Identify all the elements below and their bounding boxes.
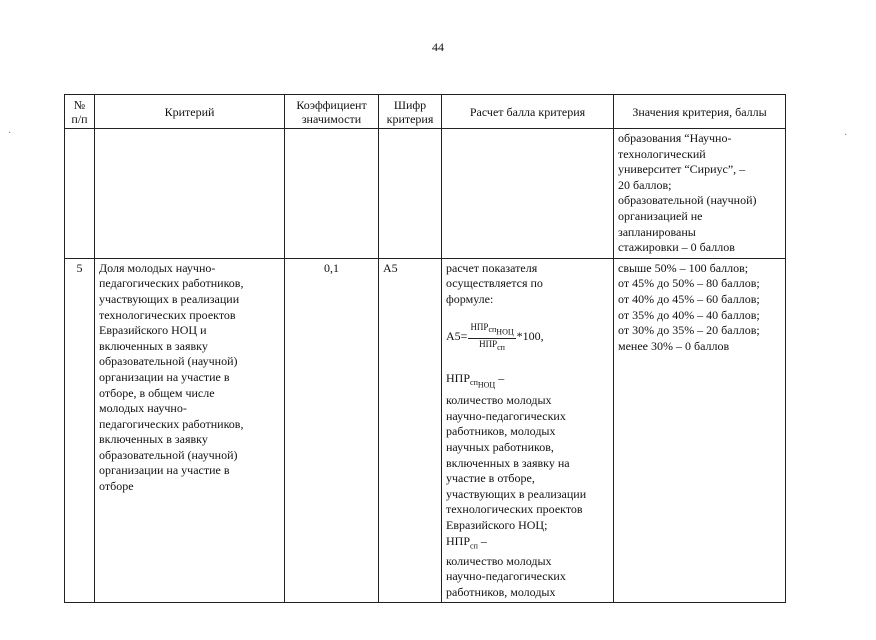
definition-line: участвующих в реализации xyxy=(446,486,587,501)
header-num: № п/п xyxy=(65,95,95,129)
definition-line: Евразийского НОЦ; xyxy=(446,518,548,533)
values-line: свыше 50% – 100 баллов; xyxy=(618,260,749,275)
values-line: образовательной (научной) xyxy=(618,193,757,208)
cell-num xyxy=(65,129,95,259)
header-values: Значения критерия, баллы xyxy=(614,95,786,129)
criterion-line: образовательной (научной) xyxy=(99,447,238,462)
header-code: Шифр критерия xyxy=(379,95,442,129)
criterion-line: включенных в заявку xyxy=(99,338,208,353)
def1-term-sub xyxy=(470,378,496,390)
formula-rhs: *100, xyxy=(516,329,544,344)
cell-code: А5 xyxy=(379,258,442,603)
criterion-line: отборе, в общем числе xyxy=(99,385,215,400)
numerator-subsub: НОЦ xyxy=(496,327,514,337)
values-line: организацией не xyxy=(618,208,703,223)
def2-dash: – xyxy=(477,533,487,548)
numerator-sub xyxy=(488,325,514,337)
page-number: 44 xyxy=(432,40,444,54)
criterion-line: организации на участие в xyxy=(99,369,230,384)
definition-line: технологических проектов xyxy=(446,502,583,517)
criterion-line: организации на участие в xyxy=(99,463,230,478)
cell-values xyxy=(614,129,786,259)
table-row xyxy=(65,129,786,259)
criteria-table xyxy=(64,94,786,603)
numerator-sub-text: сп xyxy=(488,325,497,335)
definition-term xyxy=(446,371,609,394)
criterion-line: участвующих в реализации xyxy=(99,291,240,306)
criterion-line: технологических проектов xyxy=(99,307,236,322)
values-line: 20 баллов; xyxy=(618,177,672,192)
header-coefficient: Коэффициент значимости xyxy=(285,95,379,129)
values-line: от 45% до 50% – 80 баллов; xyxy=(618,276,760,291)
formula xyxy=(446,322,609,353)
numerator-base: НПР xyxy=(470,321,489,332)
def1-dash: – xyxy=(495,370,505,385)
criterion-line: Евразийского НОЦ и xyxy=(99,323,207,338)
criterion-line: молодых научно- xyxy=(99,401,187,416)
table-row xyxy=(65,258,786,603)
def1-term-base: НПР xyxy=(446,370,471,385)
definition-line: количество молодых xyxy=(446,553,552,568)
values-line: образования “Научно- xyxy=(618,131,732,145)
cell-code xyxy=(379,129,442,259)
criterion-line: отборе xyxy=(99,479,134,494)
criterion-line: включенных в заявку xyxy=(99,432,208,447)
definition-line: научных работников, xyxy=(446,440,554,455)
cell-calculation xyxy=(442,129,614,259)
scan-mark: · xyxy=(844,130,848,141)
cell-coefficient: 0,1 xyxy=(285,258,379,603)
cell-criterion xyxy=(95,129,285,259)
formula-numerator xyxy=(468,322,515,339)
calc-intro-line: осуществляется по xyxy=(446,276,543,291)
values-line: университет “Сириус”, – xyxy=(618,162,746,177)
def1-sub-text: сп xyxy=(470,378,478,388)
values-line: стажировки – 0 баллов xyxy=(618,240,735,255)
cell-values xyxy=(614,258,786,603)
definition-line: включенных в заявку на xyxy=(446,455,570,470)
cell-coefficient xyxy=(285,129,379,259)
values-line: от 35% до 40% – 40 баллов; xyxy=(618,307,760,322)
values-line: менее 30% – 0 баллов xyxy=(618,338,730,353)
criterion-line: Доля молодых научно- xyxy=(99,260,216,275)
formula-fraction xyxy=(468,322,515,353)
cell-criterion xyxy=(95,258,285,603)
table-header-row xyxy=(65,95,786,129)
criterion-line: педагогических работников, xyxy=(99,276,244,291)
def1-subsub: НОЦ xyxy=(477,380,496,390)
def2-term-sub: сп xyxy=(470,541,478,551)
denominator-sub: сп xyxy=(497,342,505,352)
definition-term xyxy=(446,534,609,554)
values-line: технологический xyxy=(618,146,706,161)
calc-intro-line: расчет показателя xyxy=(446,260,538,275)
definition-line: научно-педагогических xyxy=(446,569,566,584)
definition-line: научно-педагогических xyxy=(446,408,566,423)
calc-intro-line: формуле: xyxy=(446,291,494,306)
cell-calculation xyxy=(442,258,614,603)
definition-line: участие в отборе, xyxy=(446,471,535,486)
formula-lhs: А5= xyxy=(446,329,468,344)
denominator-base: НПР xyxy=(479,338,498,349)
header-criterion: Критерий xyxy=(95,95,285,129)
values-line: от 40% до 45% – 60 баллов; xyxy=(618,291,760,306)
definition-line: количество молодых xyxy=(446,393,552,408)
criterion-line: педагогических работников, xyxy=(99,416,244,431)
values-line: от 30% до 35% – 20 баллов; xyxy=(618,323,760,338)
formula-denominator xyxy=(477,339,507,353)
definition-line: работников, молодых xyxy=(446,584,556,599)
definition-line: работников, молодых xyxy=(446,424,556,439)
def2-term-base: НПР xyxy=(446,533,471,548)
scan-mark: · xyxy=(8,128,12,139)
values-line: запланированы xyxy=(618,224,696,239)
cell-num: 5 xyxy=(65,258,95,603)
criterion-line: образовательной (научной) xyxy=(99,354,238,369)
header-calculation: Расчет балла критерия xyxy=(442,95,614,129)
